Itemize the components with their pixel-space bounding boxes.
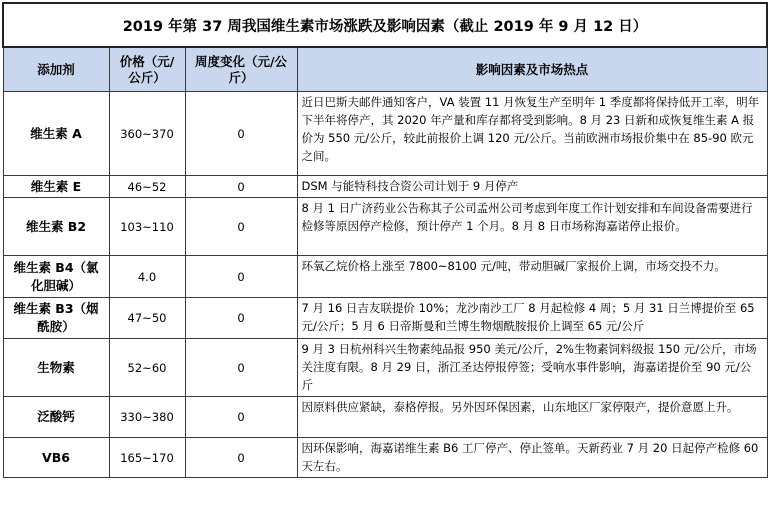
additive-name: 维生素 A	[3, 92, 109, 176]
vitamin-market-table-wrap	[2, 2, 766, 478]
price-value: 47~50	[109, 298, 185, 339]
factor-description: 9 月 3 日杭州科兴生物素纯品报 950 美元/公斤，2%生物素饲料级报 150 元/公斤，市场关注度有限。8 月 29 日，浙江圣达停报停签；受响水事件影响，海嘉诺提价至 90 元/公斤	[297, 339, 767, 397]
header-additive: 添加剂	[3, 47, 109, 92]
change-value: 0	[185, 438, 297, 478]
factor-description: 近日巴斯夫邮件通知客户，VA 装置 11 月恢复生产至明年 1 季度都将保持低开工率，明年下半年将停产，其 2020 年产量和库存都将受到影响。8 月 23 日新和成恢复维生素 A 报价为 550 元/公斤，较此前报价上调 120 元/公斤。当前欧洲市场报价集中在 85-90 欧元之间。	[297, 92, 767, 176]
change-value: 0	[185, 397, 297, 438]
header-factors: 影响因素及市场热点	[297, 47, 767, 92]
change-value: 0	[185, 339, 297, 397]
table-row	[3, 176, 767, 198]
header-row	[3, 47, 767, 92]
table-row	[3, 397, 767, 438]
factor-description: 环氧乙烷价格上涨至 7800~8100 元/吨，带动胆碱厂家报价上调，市场交投不力。	[297, 256, 767, 298]
factor-description: DSM 与能特科技合资公司计划于 9 月停产	[297, 176, 767, 198]
title-row	[3, 3, 767, 47]
table-row	[3, 339, 767, 397]
factor-description: 因环保影响，海嘉诺维生素 B6 工厂停产、停止签单。天新药业 7 月 20 日起停产检修 60 天左右。	[297, 438, 767, 478]
table-row	[3, 438, 767, 478]
header-price: 价格（元/公斤）	[109, 47, 185, 92]
vitamin-market-table	[2, 2, 768, 478]
table-row	[3, 92, 767, 176]
table-row	[3, 256, 767, 298]
additive-name: 维生素 B3（烟酰胺）	[3, 298, 109, 339]
change-value: 0	[185, 256, 297, 298]
factor-description: 7 月 16 日吉友联提价 10%；龙沙南沙工厂 8 月起检修 4 周；5 月 31 日兰博提价至 65 元/公斤；5 月 6 日帝斯曼和兰博生物烟酰胺报价上调至 65 元/公斤	[297, 298, 767, 339]
table-row	[3, 198, 767, 256]
change-value: 0	[185, 298, 297, 339]
additive-name: 生物素	[3, 339, 109, 397]
additive-name: 维生素 B2	[3, 198, 109, 256]
additive-name: VB6	[3, 438, 109, 478]
price-value: 165~170	[109, 438, 185, 478]
price-value: 103~110	[109, 198, 185, 256]
factor-description: 因原料供应紧缺，泰格停报。另外因环保因素，山东地区厂家停限产，提价意愿上升。	[297, 397, 767, 438]
price-value: 46~52	[109, 176, 185, 198]
table-title: 2019 年第 37 周我国维生素市场涨跌及影响因素（截止 2019 年 9 月 12 日）	[3, 3, 767, 47]
price-value: 330~380	[109, 397, 185, 438]
price-value: 52~60	[109, 339, 185, 397]
additive-name: 泛酸钙	[3, 397, 109, 438]
change-value: 0	[185, 92, 297, 176]
table-row	[3, 298, 767, 339]
header-change: 周度变化（元/公斤）	[185, 47, 297, 92]
change-value: 0	[185, 176, 297, 198]
additive-name: 维生素 E	[3, 176, 109, 198]
additive-name: 维生素 B4（氯化胆碱）	[3, 256, 109, 298]
factor-description: 8 月 1 日广济药业公告称其子公司孟州公司考虑到年度工作计划安排和车间设备需要进行检修等原因停产检修，预计停产 1 个月。8 月 8 日市场称海嘉诺停止报价。	[297, 198, 767, 256]
change-value: 0	[185, 198, 297, 256]
price-value: 360~370	[109, 92, 185, 176]
price-value: 4.0	[109, 256, 185, 298]
